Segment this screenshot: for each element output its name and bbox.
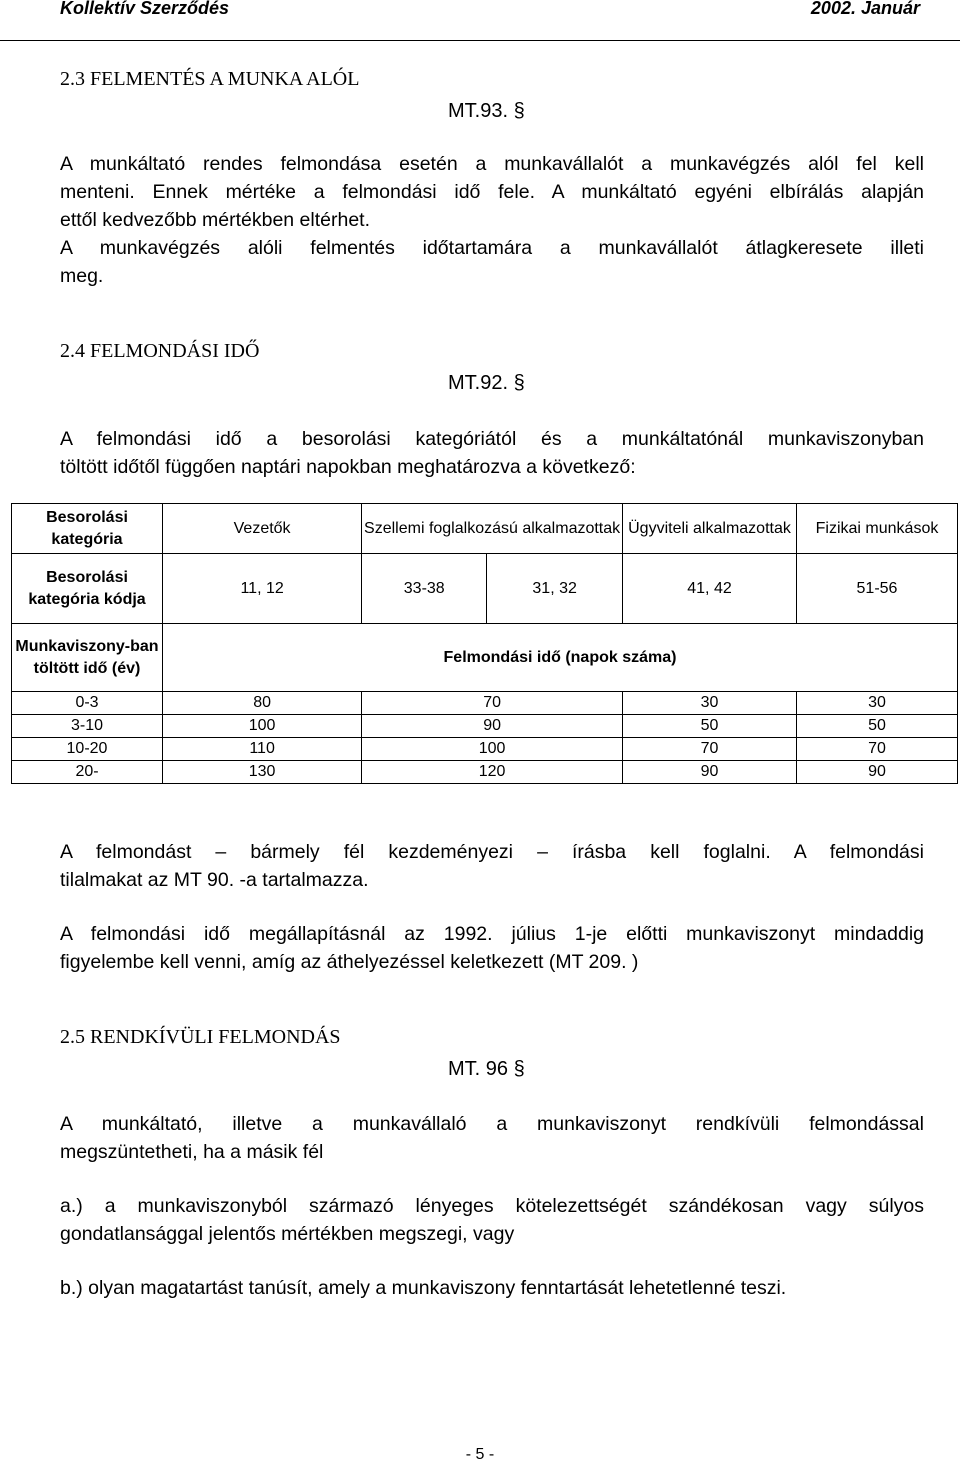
table-cell: 11, 12 (163, 554, 362, 624)
text-line: gondatlansággal jelentős mértékben megszegi, vagy (60, 1223, 515, 1245)
text-line: A munkáltató rendes felmondása esetén a munkavállalót a munkavégzés alól fel kell (60, 153, 924, 175)
table-cell: 70 (797, 738, 958, 761)
table-cell: 90 (362, 715, 623, 738)
section-2-3-text (60, 150, 924, 290)
table-cell: 0-3 (12, 692, 163, 715)
table-cell: 100 (163, 715, 362, 738)
table-cell: 30 (623, 692, 797, 715)
table-cell: 20- (12, 761, 163, 784)
text-line: b.) olyan magatartást tanúsít, amely a munkaviszony fenntartását lehetetlenné teszi. (60, 1277, 787, 1299)
page-header (0, 0, 960, 41)
table-cell: 10-20 (12, 738, 163, 761)
text-line: a.) a munkaviszonyból származó lényeges kötelezettségét szándékosan vagy súlyos (60, 1195, 924, 1217)
table-header: Szellemi foglalkozású alkalmazottak (362, 504, 623, 554)
table-cell: 50 (797, 715, 958, 738)
text-line: A munkavégzés alóli felmentés időtartamára a munkavállalót átlagkeresete illeti (60, 237, 924, 259)
text-line: A felmondási idő megállapításnál az 1992. július 1-je előtti munkaviszonyt mindaddig (60, 923, 924, 945)
table-row-label: Munkaviszony-ban töltött idő (év) (12, 624, 163, 692)
table-row (12, 738, 958, 761)
table-cell: 33-38 (362, 554, 487, 624)
text-line: A munkáltató, illetve a munkavállaló a munkaviszonyt rendkívüli felmondással (60, 1113, 924, 1135)
section-2-5-title: 2.5 RENDKÍVÜLI FELMONDÁS (60, 1026, 341, 1048)
table-cell: 110 (163, 738, 362, 761)
table-cell: 3-10 (12, 715, 163, 738)
table-header: Ügyviteli alkalmazottak (623, 504, 797, 554)
table-cell: 70 (623, 738, 797, 761)
table-cell: 90 (797, 761, 958, 784)
table-header: Besorolási kategória (12, 504, 163, 554)
table-row (12, 715, 958, 738)
table-cell: 51-56 (797, 554, 958, 624)
text-line: töltött időtől függően naptári napokban meghatározva a következő: (60, 456, 636, 478)
text-line: figyelembe kell venni, amíg az áthelyezéssel keletkezett (MT 209. ) (60, 951, 639, 973)
table-cell: 130 (163, 761, 362, 784)
section-2-4-title: 2.4 FELMONDÁSI IDŐ (60, 340, 260, 362)
text-line: menteni. Ennek mértéke a felmondási idő fele. A munkáltató egyéni elbírálás alapján (60, 181, 924, 203)
header-title: Kollektív Szerződés (60, 0, 230, 18)
page-number: - 5 - (465, 1446, 495, 1463)
table-span-header: Felmondási idő (napok száma) (163, 624, 958, 692)
section-2-4-text (60, 425, 924, 481)
section-2-5-text (60, 1110, 924, 1166)
table-row (12, 761, 958, 784)
text-line: ettől kedvezőbb mértékben eltérhet. (60, 209, 371, 231)
text-line: A felmondást – bármely fél kezdeményezi – írásba kell foglalni. A felmondási (60, 841, 924, 863)
section-2-3-title: 2.3 FELMENTÉS A MUNKA ALÓL (60, 68, 360, 90)
table-cell: 41, 42 (623, 554, 797, 624)
section-2-5-ref: MT. 96 § (448, 1058, 525, 1080)
table-cell: 50 (623, 715, 797, 738)
item-a (60, 1192, 924, 1248)
notice-period-table (11, 503, 958, 784)
table-header: Fizikai munkások (797, 504, 958, 554)
text-line: A felmondási idő a besorolási kategóriától és a munkáltatónál munkaviszonyban (60, 428, 924, 450)
text-line: tilalmakat az MT 90. -a tartalmazza. (60, 869, 369, 891)
text-line: meg. (60, 265, 104, 287)
table-cell: 90 (623, 761, 797, 784)
notice-form-paragraph (60, 838, 924, 894)
text-line: megszüntetheti, ha a másik fél (60, 1141, 324, 1163)
table-cell: 31, 32 (487, 554, 623, 624)
table-row (12, 692, 958, 715)
table-cell: 100 (362, 738, 623, 761)
table-cell: 120 (362, 761, 623, 784)
table-header: Vezetők (163, 504, 362, 554)
section-2-3-ref: MT.93. § (448, 100, 525, 122)
header-date: 2002. Január (810, 0, 920, 18)
item-b (60, 1274, 924, 1302)
table-cell: 30 (797, 692, 958, 715)
section-2-4-ref: MT.92. § (448, 372, 525, 394)
notice-calc-paragraph (60, 920, 924, 976)
table-row-label: Besorolási kategória kódja (12, 554, 163, 624)
table-cell: 70 (362, 692, 623, 715)
table-cell: 80 (163, 692, 362, 715)
